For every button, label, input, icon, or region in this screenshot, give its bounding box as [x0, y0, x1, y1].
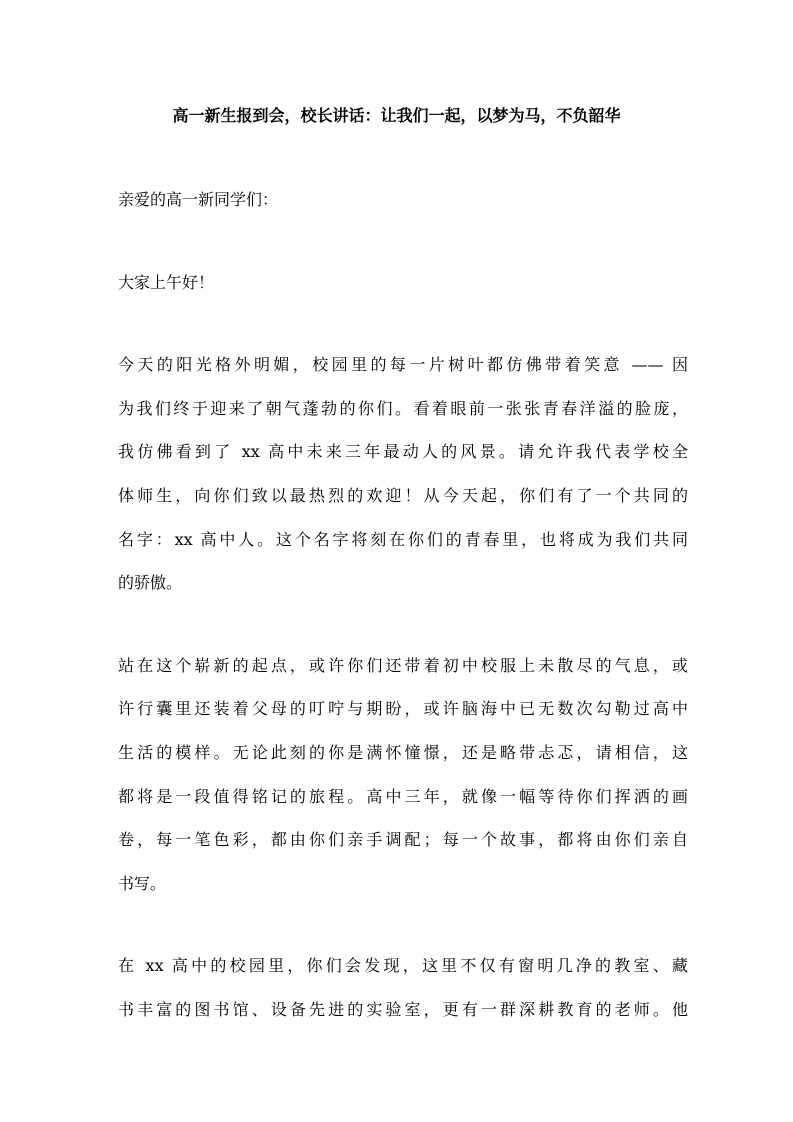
- text-line: 今天的阳光格外明媚，校园里的每一片树叶都仿佛带着笑意 —— 因: [118, 355, 688, 375]
- document-body: [118, 178, 688, 1071]
- text-line: 为我们终于迎来了朝气蓬勃的你们。看着眼前一张张青春洋溢的脸庞，: [118, 398, 688, 418]
- text-line: 我仿佛看到了 xx 高中未来三年最动人的风景。请允许我代表学校全: [118, 442, 688, 462]
- text-line: 许行囊里还装着父母的叮咛与期盼，或许脑海中已无数次勾勒过高中: [118, 699, 688, 719]
- text-line: 的骄傲。: [118, 573, 183, 593]
- text-line: 名字：xx 高中人。这个名字将刻在你们的青春里，也将成为我们共同: [118, 529, 688, 549]
- paragraph-campus: [118, 944, 688, 1031]
- text-line: 书丰富的图书馆、设备先进的实验室，更有一群深耕教育的老师。他: [118, 999, 688, 1019]
- text-line: 体师生，向你们致以最热烈的欢迎！从今天起，你们有了一个共同的: [118, 485, 688, 505]
- text-line: 书写。: [118, 873, 167, 893]
- salutation: [118, 178, 688, 222]
- text-line: 大家上午好！: [118, 272, 215, 292]
- text-line: 亲爱的高一新同学们：: [118, 190, 279, 209]
- paragraph-welcome: [118, 343, 688, 605]
- text-line: 生活的模样。无论此刻的你是满怀憧憬，还是略带忐忑，请相信，这: [118, 742, 688, 762]
- text-line: 卷，每一笔色彩，都由你们亲手调配；每一个故事，都将由你们亲自: [118, 830, 688, 850]
- document-title: 高一新生报到会，校长讲话：让我们一起，以梦为马，不负韶华: [172, 106, 621, 125]
- paragraph-new-start: [118, 644, 688, 906]
- text-line: 在 xx 高中的校园里，你们会发现，这里不仅有窗明几净的教室、藏: [118, 956, 688, 976]
- text-line: 都将是一段值得铭记的旅程。高中三年，就像一幅等待你们挥洒的画: [118, 786, 688, 806]
- greeting: [118, 261, 688, 305]
- text-line: 站在这个崭新的起点，或许你们还带着初中校服上未散尽的气息，或: [118, 655, 688, 675]
